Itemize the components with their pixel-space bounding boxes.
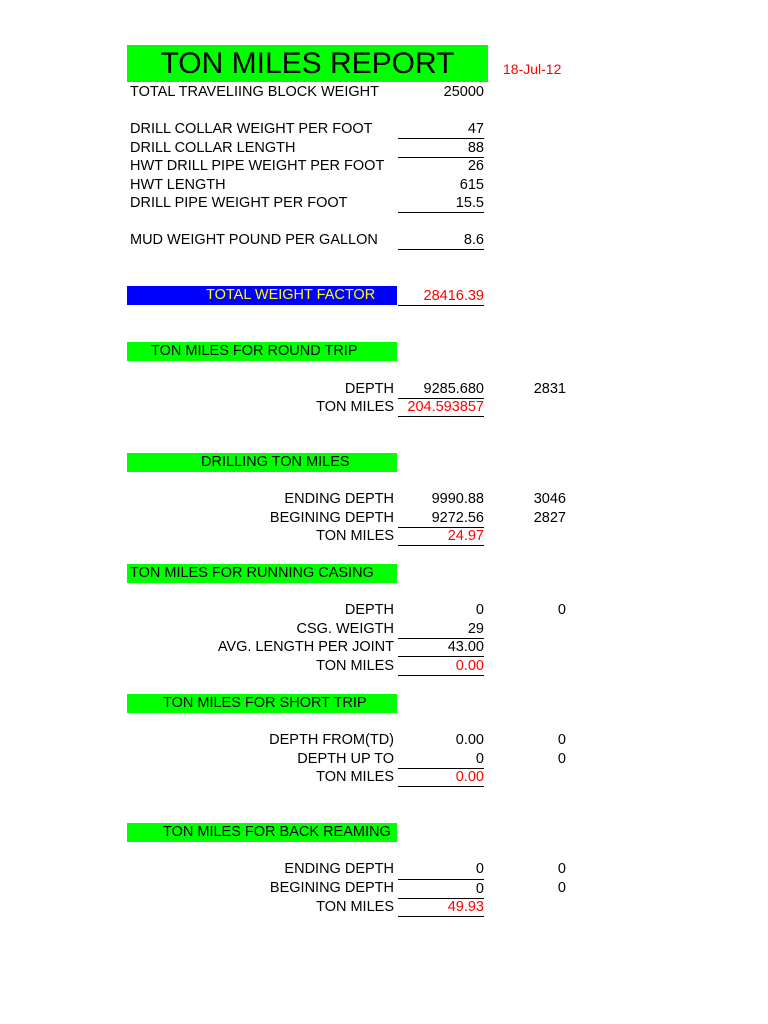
drilling-end-meters: 3046	[533, 491, 566, 507]
drilling-tm-label: TON MILES	[316, 528, 394, 544]
drilling-begin-label: BEGINING DEPTH	[269, 510, 394, 526]
round-trip-tm-label: TON MILES	[316, 399, 394, 415]
casing-avg-value[interactable]: 43.00	[398, 638, 484, 657]
short-trip-upto-value[interactable]: 0	[398, 750, 484, 769]
short-trip-from-value[interactable]: 0.00	[455, 732, 484, 748]
hwt-length-label: HWT LENGTH	[130, 177, 226, 193]
mud-weight-value[interactable]: 8.6	[398, 231, 484, 250]
block-weight-label: TOTAL TRAVELIING BLOCK WEIGHT	[130, 84, 379, 100]
hwt-weight-label: HWT DRILL PIPE WEIGHT PER FOOT	[130, 158, 385, 174]
short-trip-upto-label: DEPTH UP TO	[297, 751, 394, 767]
back-reaming-tm-label: TON MILES	[316, 899, 394, 915]
round-trip-header	[127, 342, 397, 361]
drilling-header	[127, 453, 397, 472]
round-trip-tm-value: 204.593857	[398, 398, 484, 417]
weight-factor-bar	[127, 286, 397, 305]
short-trip-title: TON MILES FOR SHORT TRIP	[163, 695, 367, 711]
casing-depth-label: DEPTH	[344, 602, 394, 618]
round-trip-depth-label: DEPTH	[344, 381, 394, 397]
drilling-tm-value: 24.97	[398, 527, 484, 546]
dc-weight-label: DRILL COLLAR WEIGHT PER FOOT	[130, 121, 373, 137]
short-trip-header	[127, 694, 397, 713]
round-trip-title: TON MILES FOR ROUND TRIP	[151, 343, 358, 359]
mud-weight-label: MUD WEIGHT POUND PER GALLON	[130, 232, 378, 248]
back-reaming-end-meters: 0	[557, 861, 566, 877]
short-trip-tm-value: 0.00	[398, 768, 484, 787]
back-reaming-title: TON MILES FOR BACK REAMING	[163, 824, 391, 840]
drilling-end-label: ENDING DEPTH	[284, 491, 394, 507]
drilling-begin-value[interactable]: 9272.56	[398, 509, 484, 528]
drilling-begin-meters: 2827	[533, 510, 566, 526]
dp-weight-value[interactable]: 15.5	[398, 194, 484, 213]
back-reaming-end-label: ENDING DEPTH	[284, 861, 394, 877]
short-trip-tm-label: TON MILES	[316, 769, 394, 785]
dc-weight-value[interactable]: 47	[398, 120, 484, 139]
dc-length-value[interactable]: 88	[398, 139, 484, 158]
drilling-title: DRILLING TON MILES	[201, 454, 350, 470]
casing-tm-label: TON MILES	[316, 658, 394, 674]
back-reaming-header	[127, 823, 397, 842]
short-trip-from-label: DEPTH FROM(TD)	[269, 732, 394, 748]
back-reaming-tm-value: 49.93	[398, 898, 484, 917]
casing-depth-meters: 0	[557, 602, 566, 618]
back-reaming-begin-label: BEGINING DEPTH	[269, 880, 394, 896]
casing-csg-label: CSG. WEIGTH	[296, 621, 394, 637]
casing-avg-label: AVG. LENGTH PER JOINT	[217, 639, 394, 655]
report-date: 18-Jul-12	[503, 61, 562, 77]
back-reaming-end-value[interactable]: 0	[475, 861, 484, 877]
hwt-length-value[interactable]: 615	[459, 177, 484, 193]
back-reaming-begin-meters: 0	[557, 880, 566, 896]
weight-factor-label: TOTAL WEIGHT FACTOR	[206, 287, 376, 303]
hwt-weight-value[interactable]: 26	[467, 158, 484, 174]
casing-title: TON MILES FOR RUNNING CASING	[130, 565, 374, 581]
casing-depth-value[interactable]: 0	[475, 602, 484, 618]
drilling-end-value[interactable]: 9990.88	[431, 491, 484, 507]
casing-tm-value: 0.00	[398, 657, 484, 676]
back-reaming-begin-value[interactable]: 0	[398, 879, 484, 899]
round-trip-depth-meters: 2831	[533, 381, 566, 397]
weight-factor-value: 28416.39	[398, 287, 484, 306]
round-trip-depth-value[interactable]: 9285.680	[398, 380, 484, 399]
casing-header	[127, 564, 397, 583]
dc-length-label: DRILL COLLAR LENGTH	[130, 140, 296, 156]
block-weight-value[interactable]: 25000	[443, 84, 484, 100]
dp-weight-label: DRILL PIPE WEIGHT PER FOOT	[130, 195, 348, 211]
report-title: TON MILES REPORT	[127, 45, 488, 82]
short-trip-upto-meters: 0	[557, 751, 566, 767]
casing-csg-value[interactable]: 29	[398, 620, 484, 639]
short-trip-from-meters: 0	[557, 732, 566, 748]
